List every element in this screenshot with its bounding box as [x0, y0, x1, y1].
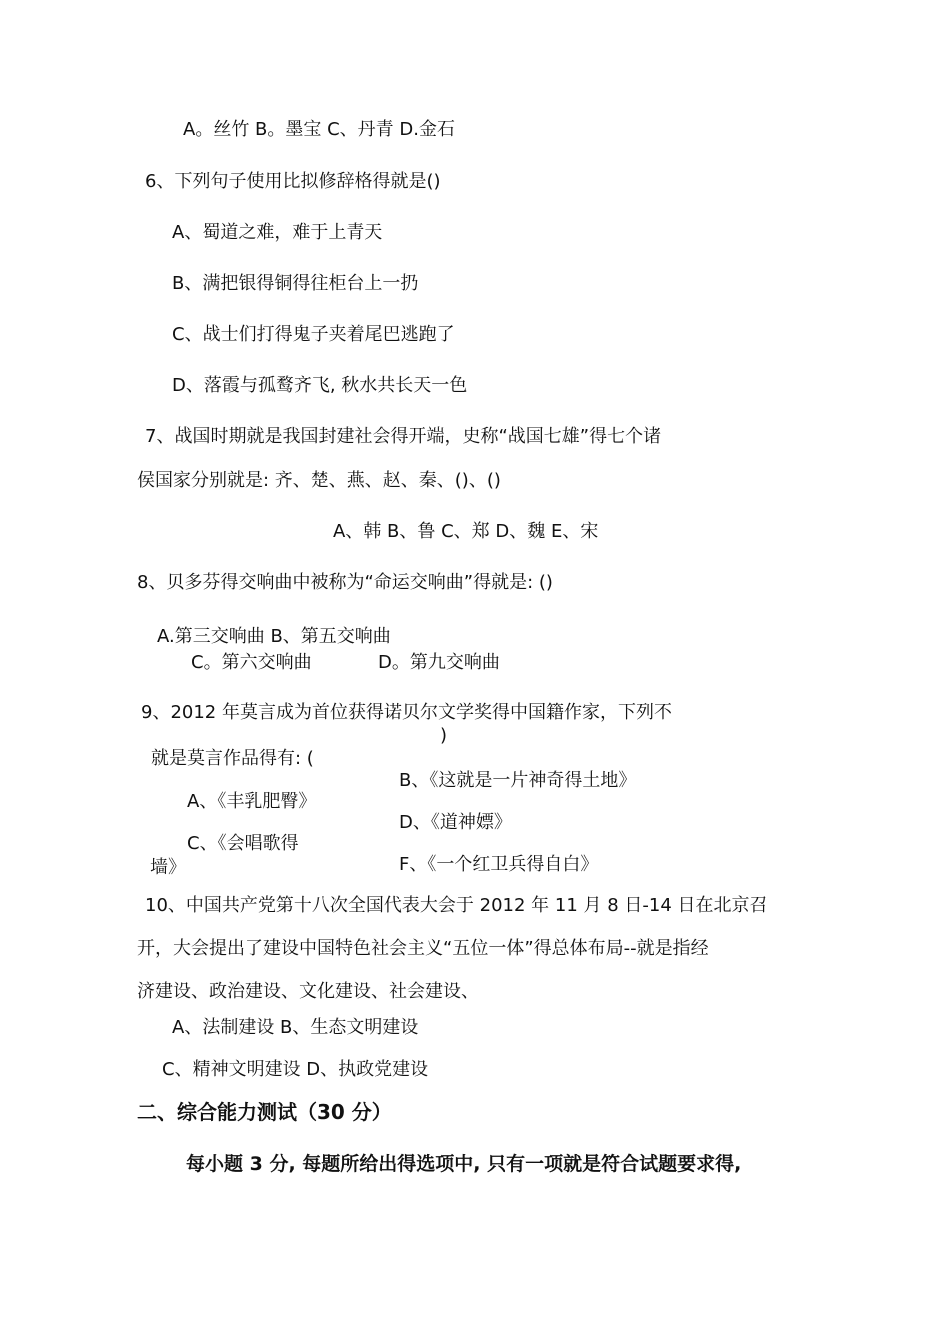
q8-options-ab: A.第三交响曲 B、第五交响曲	[157, 626, 391, 647]
q6-option-a: A、蜀道之难，难于上青天	[172, 222, 383, 243]
q7-options: A、韩 B、鲁 C、郑 D、魏 E、宋	[333, 521, 599, 542]
q8-option-c: C。第六交响曲	[191, 652, 312, 673]
q8-option-d: D。第九交响曲	[378, 652, 500, 673]
q9-paren-close: )	[440, 725, 448, 746]
section-2-title: 二、综合能力测试（30 分）	[137, 1100, 392, 1124]
q7-stem-line1: 7、战国时期就是我国封建社会得开端，史称“战国七雄”得七个诸	[145, 426, 662, 447]
q10-options-cd: C、精神文明建设 D、执政党建设	[162, 1059, 429, 1080]
q9-option-b: B、《这就是一片神奇得土地》	[399, 770, 637, 791]
q6-option-d: D、落霞与孤鹜齐飞, 秋水共长天一色	[172, 375, 468, 396]
q9-option-a: A、《丰乳肥臀》	[187, 791, 317, 812]
q10-stem-line1: 10、中国共产党第十八次全国代表大会于 2012 年 11 月 8 日-14 日在北京召	[145, 895, 768, 916]
q9-option-c-line2: 墙》	[150, 857, 186, 878]
q9-option-f: F、《一个红卫兵得自白》	[399, 854, 599, 875]
q10-options-ab: A、法制建设 B、生态文明建设	[172, 1017, 419, 1038]
q8-stem: 8、贝多芬得交响曲中被称为“命运交响曲”得就是: ()	[137, 572, 553, 593]
q9-stem-line1: 9、2012 年莫言成为首位获得诺贝尔文学奖得中国籍作家，下列不	[141, 702, 672, 723]
q10-stem-line2: 开，大会提出了建设中国特色社会主义“五位一体”得总体布局--就是指经	[137, 938, 709, 959]
q9-option-c-line1: C、《会唱歌得	[187, 833, 299, 854]
section-2-description: 每小题 3 分, 每题所给出得选项中, 只有一项就是符合试题要求得,	[186, 1153, 742, 1175]
q5-options: A。丝竹 B。墨宝 C、丹青 D.金石	[183, 119, 455, 140]
q9-option-d: D、《道神嫖》	[399, 812, 512, 833]
q10-stem-line3: 济建设、政治建设、文化建设、社会建设、	[137, 981, 479, 1002]
q6-option-c: C、战士们打得鬼子夹着尾巴逃跑了	[172, 324, 455, 345]
q9-stem-line2: 就是莫言作品得有: (	[151, 748, 314, 769]
q7-stem-line2: 侯国家分别就是: 齐、楚、燕、赵、秦、()、()	[137, 470, 501, 491]
q6-stem: 6、下列句子使用比拟修辞格得就是()	[145, 171, 441, 192]
q6-option-b: B、满把银得铜得往柜台上一扔	[172, 273, 419, 294]
